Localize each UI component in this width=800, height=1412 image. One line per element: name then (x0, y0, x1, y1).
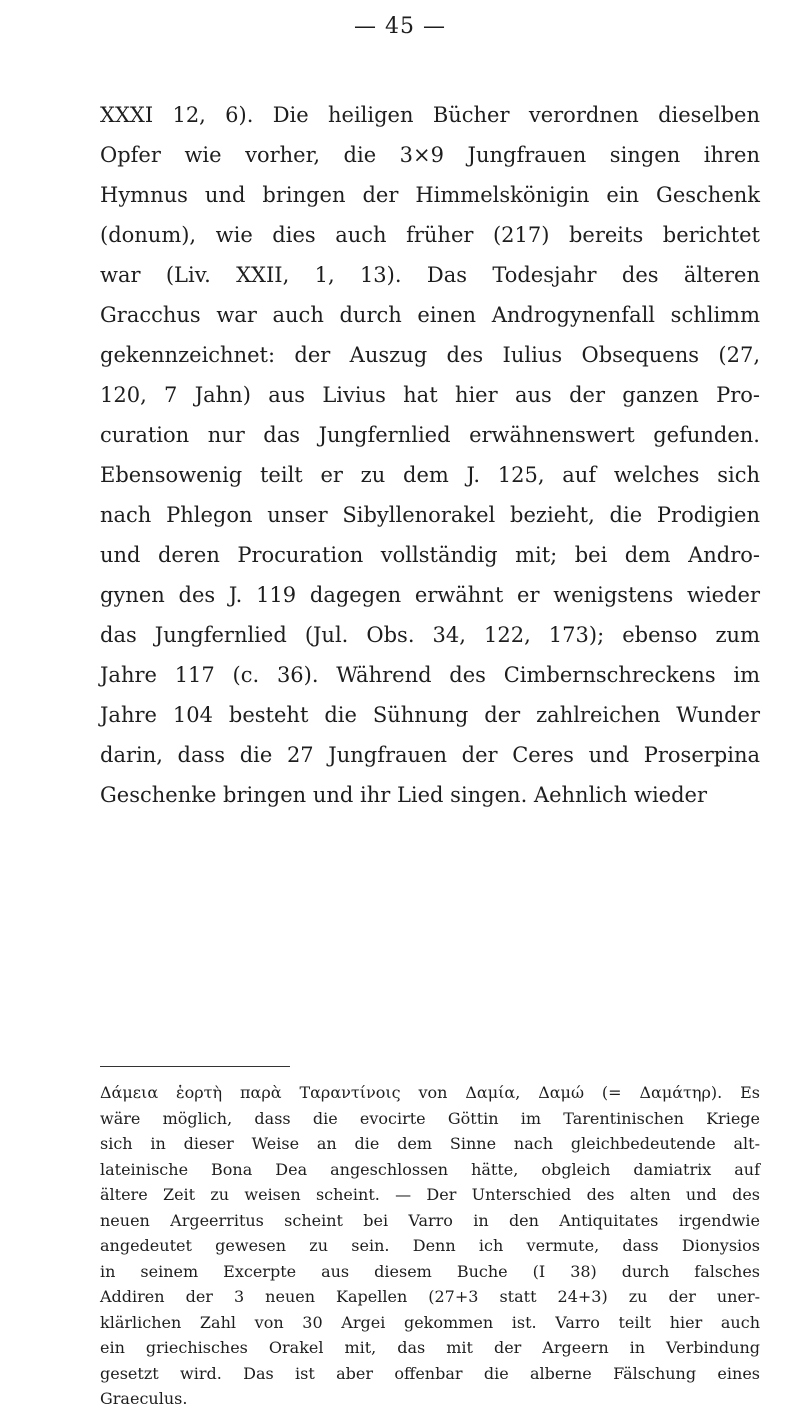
text-line: und deren Procuration vollständig mit; bei dem Andro- (100, 543, 760, 567)
footnote-line: Addiren der 3 neuen Kapellen (27+3 statt 24+3) zu der uner- (100, 1287, 760, 1306)
text-line: war (Liv. XXII, 1, 13). Das Todesjahr des älteren (100, 263, 760, 287)
footnote-line: gesetzt wird. Das ist aber offenbar die alberne Fälschung eines (100, 1363, 760, 1383)
text-line: Geschenke bringen und ihr Lied singen. Aehnlich wieder (100, 783, 708, 807)
text-line: das Jungfernlied (Jul. Obs. 34, 122, 173); ebenso zum (100, 623, 760, 647)
footnote-divider (100, 1066, 290, 1067)
text-line: Opfer wie vorher, die 3×9 Jungfrauen singen ihren (100, 143, 760, 167)
main-text (100, 95, 760, 815)
footnote-line: neuen Argeerritus scheint bei Varro in den Antiquitates irgendwie (100, 1210, 760, 1230)
text-line: 120, 7 Jahn) aus Livius hat hier aus der ganzen Pro- (100, 383, 760, 407)
footnote-line: sich in dieser Weise an die dem Sinne nach gleichbedeutende alt- (100, 1134, 760, 1153)
page-number: — 45 — (354, 14, 446, 39)
footnote-line: ältere Zeit zu weisen scheint. — Der Unterschied des alten und des (100, 1185, 760, 1204)
text-line: gynen des J. 119 dagegen erwähnt er wenigstens wieder (100, 583, 760, 607)
footnote-line: angedeutet gewesen zu sein. Denn ich vermute, dass Dionysios (100, 1236, 760, 1255)
text-line: Jahre 104 besteht die Sühnung der zahlreichen Wunder (100, 703, 760, 727)
text-line: darin, dass die 27 Jungfrauen der Ceres und Proserpina (100, 743, 760, 767)
footnote-line: Graeculus. (100, 1389, 188, 1408)
footnote-line: in seinem Excerpte aus diesem Buche (I 38) durch falsches (100, 1261, 760, 1281)
footnote-line: klärlichen Zahl von 30 Argei gekommen ist. Varro teilt hier auch (100, 1312, 760, 1332)
text-line: Jahre 117 (c. 36). Während des Cimbernschreckens im (100, 663, 760, 687)
footnote (100, 1080, 760, 1412)
footnote-line: ein griechisches Orakel mit, das mit der Argeern in Verbindung (100, 1338, 760, 1357)
text-line: nach Phlegon unser Sibyllenorakel bezieht, die Prodigien (100, 503, 760, 527)
text-line: Hymnus und bringen der Himmelskönigin ein Geschenk (100, 183, 760, 207)
text-line: gekennzeichnet: der Auszug des Iulius Obsequens (27, (100, 343, 760, 367)
text-line: curation nur das Jungfernlied erwähnenswert gefunden. (100, 423, 760, 447)
text-line: (donum), wie dies auch früher (217) bereits berichtet (100, 223, 760, 247)
footnote-line: wäre möglich, dass die evocirte Göttin im Tarentinischen Kriege (100, 1108, 760, 1128)
text-line: Gracchus war auch durch einen Androgynenfall schlimm (100, 303, 760, 327)
text-line: Ebensowenig teilt er zu dem J. 125, auf welches sich (100, 463, 760, 487)
footnote-line: Δάμεια ἑορτὴ παρὰ Ταραντίνοις von Δαμία, Δαμώ (= Δαμάτηρ). Es (100, 1083, 760, 1102)
footnote-line: lateinische Bona Dea angeschlossen hätte, obgleich damiatrix auf (100, 1159, 760, 1179)
text-line: XXXI 12, 6). Die heiligen Bücher verordnen dieselben (100, 103, 760, 127)
